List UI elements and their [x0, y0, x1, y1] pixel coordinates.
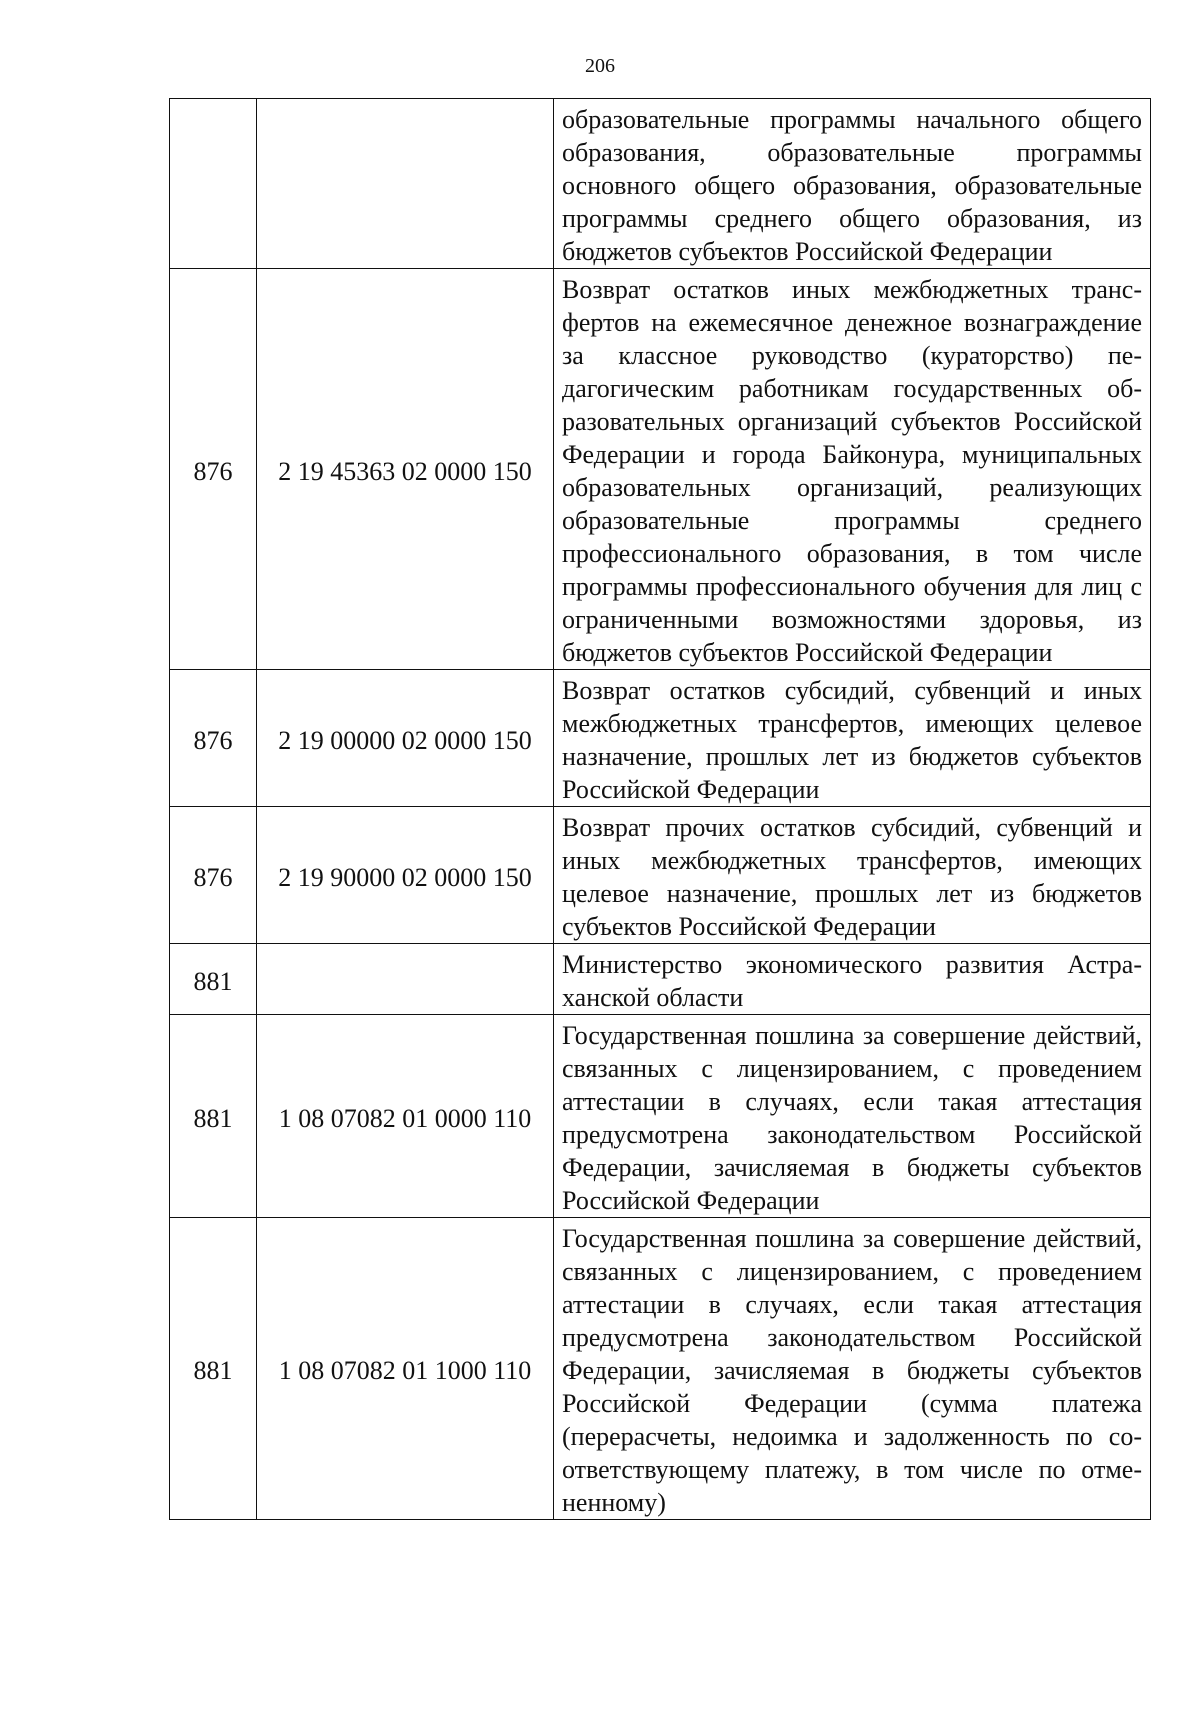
budget-code-cell: 2 19 45363 02 0000 150 [257, 269, 554, 670]
table-row [170, 1015, 1151, 1218]
table-row [170, 1218, 1151, 1520]
budget-code-cell [257, 99, 554, 269]
admin-code-cell: 881 [170, 944, 257, 1015]
table-row [170, 670, 1151, 807]
page-number: 206 [585, 55, 615, 77]
admin-code-cell: 876 [170, 807, 257, 944]
revenue-name-cell: Государственная пошлина за совершение действий, связанных с лицензированием, с проведением аттестации в случаях, если такая аттестация предусмотрена законодательством Российской Федерации, зачисляемая в бюджеты субъектов Российской Федерации (сумма платежа (перерасчеты, недоимка и задолженность по соответствующему платежу, в том числе по отмененному) [554, 1218, 1151, 1520]
revenue-name-cell: образовательные программы начального общего образования, образовательные программы основного общего образования, образовательные программы среднего общего образования, из бюджетов субъектов Российской Федерации [554, 99, 1151, 269]
revenue-name-cell: Возврат остатков субсидий, субвенций и иных межбюджетных трансфертов, имеющих целевое назначение, прошлых лет из бюджетов субъектов Российской Федерации [554, 670, 1151, 807]
budget-code-cell: 1 08 07082 01 0000 110 [257, 1015, 554, 1218]
admin-code-cell: 876 [170, 269, 257, 670]
table-row [170, 99, 1151, 269]
budget-classification-table [169, 98, 1151, 1520]
admin-code-cell: 881 [170, 1015, 257, 1218]
table-row [170, 269, 1151, 670]
table-row [170, 807, 1151, 944]
admin-code-cell: 881 [170, 1218, 257, 1520]
budget-code-cell: 1 08 07082 01 1000 110 [257, 1218, 554, 1520]
table-row [170, 944, 1151, 1015]
revenue-name-cell: Государственная пошлина за совершение действий, связанных с лицензированием, с проведением аттестации в случаях, если такая аттестация предусмотрена законодательством Российской Федерации, зачисляемая в бюджеты субъектов Российской Федерации [554, 1015, 1151, 1218]
revenue-name-cell: Возврат остатков иных межбюджетных трансфертов на ежемесячное денежное вознаграждение за классное руководство (кураторство) педагогическим работникам государственных образовательных организаций субъектов Российской Федерации и города Байконура, муниципальных образовательных организаций, реализующих образовательные программы среднего профессионального образования, в том числе программы профессионального обучения для лиц с ограниченными возможностями здоровья, из бюджетов субъектов Российской Федерации [554, 269, 1151, 670]
revenue-name-cell: Возврат прочих остатков субсидий, субвенций и иных межбюджетных трансфертов, имеющих целевое назначение, прошлых лет из бюджетов субъектов Российской Федерации [554, 807, 1151, 944]
budget-code-cell: 2 19 00000 02 0000 150 [257, 670, 554, 807]
admin-code-cell: 876 [170, 670, 257, 807]
budget-code-cell: 2 19 90000 02 0000 150 [257, 807, 554, 944]
admin-code-cell [170, 99, 257, 269]
revenue-name-cell: Министерство экономического развития Астраханской области [554, 944, 1151, 1015]
budget-code-cell [257, 944, 554, 1015]
